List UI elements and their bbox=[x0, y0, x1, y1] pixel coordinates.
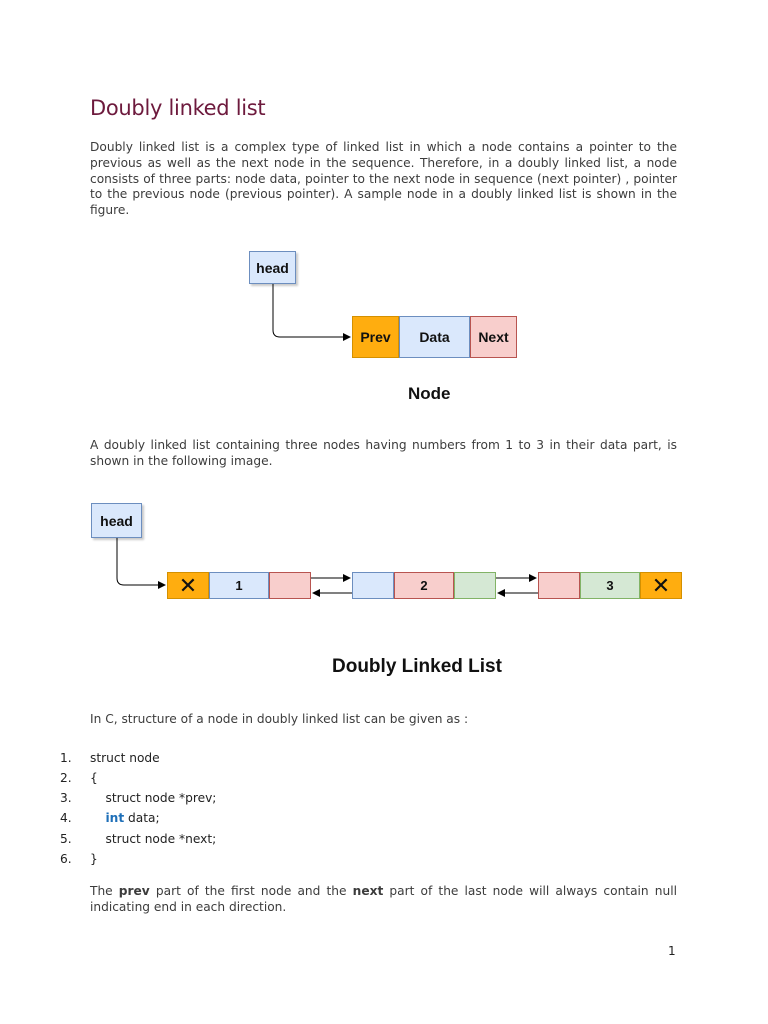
code-text: { bbox=[90, 771, 98, 785]
code-line bbox=[60, 811, 160, 825]
code-line bbox=[60, 791, 216, 805]
head-pointer-arrow bbox=[117, 538, 165, 585]
code-line bbox=[60, 852, 98, 866]
text: The bbox=[90, 884, 119, 898]
page-number: 1 bbox=[668, 944, 676, 958]
intro-paragraph: Doubly linked list is a complex type of linked list in which a node contains a pointer to the previous as well as the next node in the sequence. Therefore, in a doubly linked list, a node consists of three parts: node data, pointer to the next node in sequence (next pointer) , pointer to the previous node (previous pointer). A sample node in a doubly linked list is shown in the figure. bbox=[90, 140, 677, 218]
text: part of the first node and the bbox=[149, 884, 353, 898]
code-text: struct node bbox=[90, 751, 160, 765]
node-2-next bbox=[454, 572, 496, 599]
data-cell: Data bbox=[399, 316, 470, 358]
node-1-data: 1 bbox=[209, 572, 269, 599]
code-line bbox=[60, 751, 160, 765]
null-cross-icon: ✕ bbox=[167, 572, 209, 599]
code-line bbox=[60, 771, 98, 785]
head-pointer-arrow bbox=[273, 284, 350, 337]
struct-intro-paragraph: In C, structure of a node in doubly linked list can be given as : bbox=[90, 712, 469, 726]
line-number: 1. bbox=[60, 751, 72, 765]
code-text: data; bbox=[124, 811, 160, 825]
line-number: 2. bbox=[60, 771, 72, 785]
line-number: 4. bbox=[60, 811, 72, 825]
line-number: 6. bbox=[60, 852, 72, 866]
code-keyword: int bbox=[105, 811, 125, 825]
bold-prev: prev bbox=[118, 884, 150, 898]
text: part of the last node will always contain null indicating end in each direction. bbox=[90, 884, 677, 914]
line-number: 3. bbox=[60, 791, 72, 805]
bold-next: next bbox=[352, 884, 384, 898]
line-number: 5. bbox=[60, 832, 72, 846]
code-line bbox=[60, 832, 216, 846]
node-2-data: 2 bbox=[394, 572, 454, 599]
node-2-prev bbox=[352, 572, 394, 599]
list-description-paragraph: A doubly linked list containing three nodes having numbers from 1 to 3 in their data part, is shown in the following image. bbox=[90, 438, 677, 468]
node-1-next bbox=[269, 572, 311, 599]
next-cell: Next bbox=[470, 316, 517, 358]
code-text: struct node *prev; bbox=[90, 791, 217, 805]
code-text: } bbox=[90, 852, 98, 866]
code-text: struct node *next; bbox=[90, 832, 217, 846]
node-3-prev bbox=[538, 572, 580, 599]
page-title: Doubly linked list bbox=[90, 96, 266, 120]
head-box: head bbox=[91, 503, 142, 538]
node-caption: Node bbox=[408, 384, 451, 403]
head-box: head bbox=[249, 251, 296, 284]
null-cross-icon: ✕ bbox=[640, 572, 682, 599]
prev-cell: Prev bbox=[352, 316, 399, 358]
list-caption: Doubly Linked List bbox=[332, 656, 502, 677]
node-3-data: 3 bbox=[580, 572, 640, 599]
closing-paragraph bbox=[90, 884, 677, 916]
